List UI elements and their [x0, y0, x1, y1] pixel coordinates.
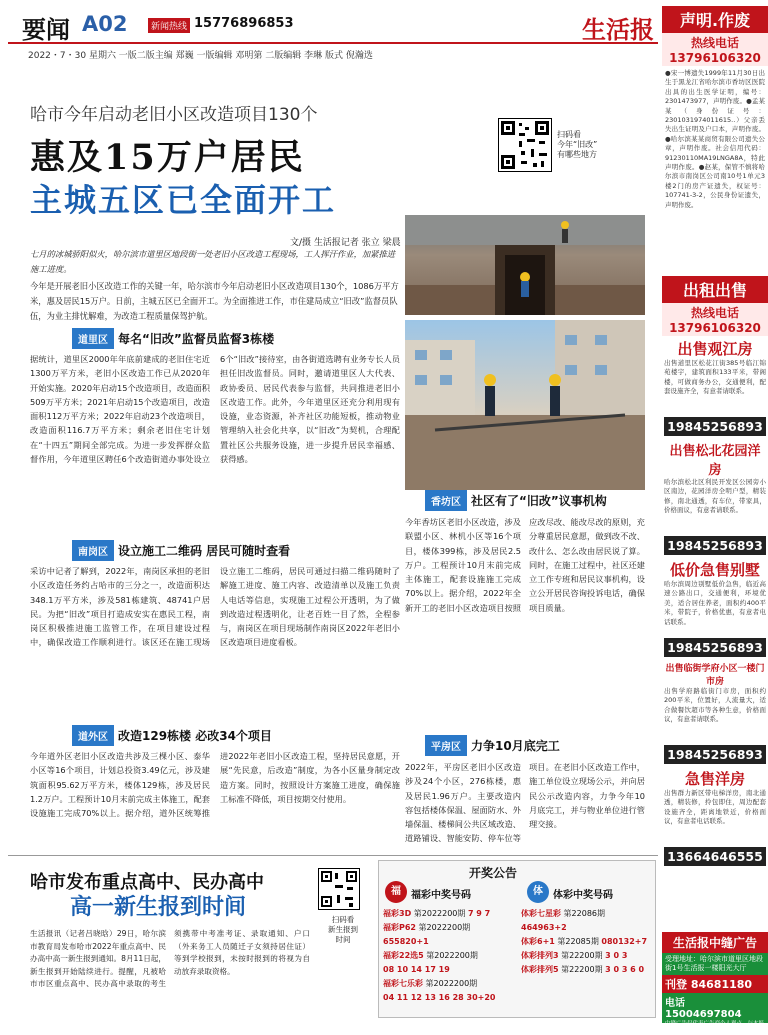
section-tag: 道里区 — [72, 328, 114, 349]
date-line: 2022・7・30 星期六 一版二版主编 郑巍 一版编辑 邓明第 二版编辑 李琳 版式 倪瀚选 — [28, 51, 373, 61]
notice-body: ●宋一博遗失1999年11月30日出生于黑龙江省哈尔滨市香坊区医院出具的出生医学证明，编号：2301473977，声明作废。●孟某某（身份证号：2301031974011615..）父亲丢失出生证明及户口本，声明作废。●哈尔滨某某商贸有限公司遗失公章，声明作废。社会信用代码：91230110MA19LNGA8A，特此声明作废。●赵某，保管不慎将哈尔滨市南岗区公司南10号1单元3楼2门的房产证遗失，权证号：107741-3-2，公民身份证遗失，声明作废。 — [665, 69, 765, 209]
section-header-daowai — [72, 725, 402, 745]
ad-body: 哈尔滨周边别墅低价急售，临近高速公路出口，交通便利，环境优美，适合居住养老，面积约400平米，带院子，价格优惠，有意者电话联系。 — [664, 580, 766, 626]
notice-phone: 热线电话13796106320 — [662, 33, 768, 66]
fucai-list — [383, 907, 519, 1005]
bottom-ad-title: 生活报中缝广告 — [662, 932, 768, 953]
lead-text: 今年是开展老旧小区改造工作的关键一年，哈尔滨市今年启动老旧小区改造项目130个，1086万平方米，惠及居民15万户。日前，主城五区已全面开工。为全面推进工作，市住建局成立“旧改”监督员队伍，为业主排忧解难，为改造工程质量保驾护航。 — [30, 281, 399, 321]
ad-phone: 19845256893 — [664, 745, 766, 764]
section-tag: 香坊区 — [425, 490, 467, 511]
newspaper-logo: 生活报 — [582, 15, 654, 44]
lottery-row: 福彩22选5 第2022200期 08 10 14 17 19 — [383, 951, 478, 974]
construction-photo-top — [405, 215, 645, 315]
ad-item — [662, 766, 768, 868]
ticai-list — [521, 907, 655, 977]
lottery-box — [378, 860, 656, 1018]
section-title: 要闻 — [22, 15, 70, 44]
fucai-logo-icon: 福 — [385, 881, 407, 903]
qr-caption: 扫码看 今年“旧改” 有哪些地方 — [557, 130, 598, 159]
photo-caption: 七月的冰城骄阳似火，哈尔滨市道里区地段街一处老旧小区改造工程现场，工人挥汗作业，加紧推进施工进度。 — [30, 249, 396, 274]
section-title: 每名“旧改”监督员监督3栋楼 — [118, 331, 275, 346]
ad-body: 出售道里区松花江街385号临江锦苑楼宇，建筑面积133平米，带阁楼，可做商务办公，交通便利，配套设施齐全，有意者请联系。 — [664, 359, 766, 396]
main-title-line1: 惠及15万户居民 — [30, 137, 305, 178]
ad-item — [662, 557, 768, 659]
lottery-row: 福彩3D 第2022200期 7 9 7 — [383, 909, 491, 918]
ad-phone: 13664646555 — [664, 847, 766, 866]
section-header-nangang — [72, 540, 402, 560]
ad-body: 出售群力新区带电梯洋房，南北通透，精装修，拎包即住，周边配套设施齐全，距离地铁近，价格面议，有意者电话联系。 — [664, 789, 766, 826]
qr-code[interactable] — [318, 868, 360, 910]
ad-item — [662, 438, 768, 557]
bottom-ad-phone1: 刊登 84681180 — [662, 975, 768, 993]
ad-title: 出售观江房 — [677, 340, 753, 358]
bottom-ad-note: 中缝广告仅代表广告商个人观点，与本报无关 — [665, 1021, 765, 1034]
section-header-xiangfang — [425, 490, 655, 510]
section-title: 设立施工二维码 居民可随时查看 — [118, 543, 291, 558]
section-title: 改造129栋楼 必改34个项目 — [118, 728, 272, 743]
bottom-kicker: 哈市发布重点高中、民办高中 — [30, 872, 264, 893]
masthead-rule — [8, 42, 658, 44]
bottom-ad-body: 受理地址：哈尔滨市道里区地段街1号生活报一楼阳光大厅 — [665, 955, 763, 972]
construction-photo-bottom — [405, 320, 645, 490]
ad-title: 急售洋房 — [684, 770, 745, 788]
hotline-label: 新闻热线 — [148, 18, 190, 33]
section-body-daowai: 今年道外区老旧小区改造共涉及三棵小区、泰华小区等16个项目，计划总投资3.49亿元，涉及建筑面积95.62万平方米，楼体129栋，涉及居民1.2万户。工程预计10月末前完成主体施工，配套设施施工完成70%以上。据介绍，道外区统筹推进2022年老旧小区改造工程，坚持居民意愿，开展“先民意，后改造”制度，为各小区量身制定改造方案。同时，按照设计方案施工进度，确保施工标准不降低，项目按期交付使用。 — [30, 751, 400, 819]
main-kicker: 哈市今年启动老旧小区改造项目130个 — [30, 105, 318, 125]
bottom-ad-block — [662, 932, 768, 1034]
byline: 文/摄 生活报记者 张立 梁晨 — [290, 238, 401, 248]
main-title-line2: 主城五区已全面开工 — [30, 181, 337, 219]
section-body-nangang: 采访中记者了解到，2022年，南岗区承担的老旧小区改造任务约占哈市的三分之一，改造面积达348.1万平方米，涉及581栋建筑、48741户居民。为把“旧改”项目打造成安实在惠民工程，南岗区积极推进施工监管工作，在项目建设过程中，确保改造工作顺利进行。该区还在施工现场设立施工二维码，居民可通过扫描二维码随时了解施工进度、施工内容、改造清单以及施工负责人电话等信息，实现施工过程公开透明，为了做到改造过程透明化，让老百姓一目了然，全程参与，南岗区在项目现场制作南岗区2022年老旧小区改造项目进度看板。 — [30, 566, 400, 648]
ad-phone: 19845256893 — [664, 638, 766, 657]
ad-body: 出售学府路临街门市房，面积约200平米，位置好，人流量大，适合做餐饮超市等各种生意，价格面议，有意者请联系。 — [664, 687, 766, 724]
section-title: 力争10月底完工 — [471, 738, 560, 753]
lottery-row: 体彩七星彩 第22086期 464963+2 — [521, 909, 605, 932]
bottom-title: 高一新生报到时间 — [70, 894, 247, 920]
lottery-row: 福彩七乐彩 第2022200期 04 11 12 13 16 28 30+20 — [383, 979, 496, 1002]
ad-body: 哈尔滨松北区利民开发区公园旁小区南边，花园洋房全明户型，精装修，南北通透，有车位，带家具，价格面议，有意者请联系。 — [664, 478, 766, 515]
lottery-row: 福彩P62 第2022200期 655820+1 — [383, 923, 471, 946]
notice-title: 声明.作废 — [662, 6, 768, 33]
bottom-body: 生活报讯（记者吕晓晗）29日，哈尔滨市教育局发布哈市2022年重点高中、民办高中高一新生报到通知。8月11日起，新生报到开始陆续进行。提醒，凡被哈市市区重点高中、民办高中录取的考生须携带中考准考证、录取通知、户口（外来务工人员随迁子女须持居住证）等到学校报到，未按时报到的将视为自动放弃录取资格。 — [30, 929, 310, 988]
ad-item — [662, 659, 768, 766]
ticai-logo-icon: 体 — [527, 881, 549, 903]
section-body-xiangfang: 今年香坊区老旧小区改造，涉及联盟小区、林机小区等16个项目，楼体399栋，涉及居民2.5万户。工程预计10月末前完成主体施工，配套设施施工完成70%以上。据介绍，2022年全新开工的老旧小区改造项目按照应改尽改、能改尽改的原则，充分尊重居民意愿，做到改不改、改什么、怎么改由居民说了算。同时，在施工过程中，社区还建立工作专班和居民议事机构，设立公开居民咨询投诉电话，确保项目质量。 — [405, 517, 645, 613]
fucai-title: 福彩中奖号码 — [411, 890, 471, 901]
classified-sidebar — [662, 2, 768, 1023]
masthead — [8, 4, 658, 60]
section-tag: 南岗区 — [72, 540, 114, 561]
section-body-pingfang: 2022年，平房区老旧小区改造涉及24个小区，276栋楼，惠及居民1.96万户。主要改造内容包括楼体保温、屋面防水、外墙保温、楼梯间公共区域改造、道路铺设、智能安防、停车位等项目。在老旧小区改造工作中，施工单位设立现场公示，并向居民公示改造内容，力争今年10月底完工，并与物业单位进行管理交接。 — [405, 762, 645, 844]
ad-title: 低价急售别墅 — [669, 561, 760, 579]
section-title: 社区有了“旧改”议事机构 — [471, 493, 607, 508]
rent-phone: 热线电话13796106320 — [662, 303, 768, 336]
ad-item — [662, 336, 768, 438]
lottery-row: 体彩排列5 第22200期 3 0 3 6 0 — [521, 965, 645, 974]
section-tag: 平房区 — [425, 735, 467, 756]
section-header-pingfang — [425, 735, 655, 755]
ad-phone: 19845256893 — [664, 536, 766, 555]
ad-title: 出售临街学府小区一楼门市房 — [665, 664, 765, 687]
lead-paragraph — [30, 247, 400, 324]
lottery-title: 开奖公告 — [469, 866, 518, 880]
hotline-number: 15776896853 — [194, 16, 294, 31]
page-code: A02 — [82, 12, 128, 36]
section-body-daoli: 据统计，道里区2000年年底前建成的老旧住宅近1300万平方米，老旧小区改造工作已从2020年开始实施。2020年启动15个改造项目，改造面积509万平方米；2021年启动15个改造项目，改造面积112万平方米；2022年启动23个改造项目，改造面积116.7万平方米；剩余老旧住宅计划在“十四五”期间全部完成。为进一步发挥群众监督作用，今年道里区聘任6个改造街道办事处设立6个“旧改”接待室，由各街道选聘有业务专长人员担任旧改监督员。同时，邀请道里区人大代表、政协委员、居民代表参与监督，共同推进老旧小区改造工作。此外，今年道里区还充分利用现有设施，业态资源，补齐社区功能短板，推动物业管理纳入社会化共享，以“旧改”为契机，合理配置社区公共服务设施，进一步提升居民幸福感、获得感。 — [30, 354, 400, 465]
section-tag: 道外区 — [72, 725, 114, 746]
rent-title: 出租出售 — [662, 276, 768, 303]
bottom-ad-phone2: 电话 15004697804 — [665, 998, 742, 1020]
ad-title: 出售松北花园洋房 — [669, 444, 761, 478]
ad-phone: 19845256893 — [664, 417, 766, 436]
lottery-row: 体彩排列3 第22200期 3 0 3 — [521, 951, 628, 960]
divider — [8, 855, 658, 856]
qr-code[interactable] — [498, 118, 552, 172]
bottom-qr-caption: 扫码看 新生报到 时间 — [328, 915, 358, 944]
ticai-title: 体彩中奖号码 — [553, 890, 613, 901]
section-header-daoli — [72, 328, 402, 348]
lottery-row: 体彩6+1 第22085期 080132+7 — [521, 937, 648, 946]
